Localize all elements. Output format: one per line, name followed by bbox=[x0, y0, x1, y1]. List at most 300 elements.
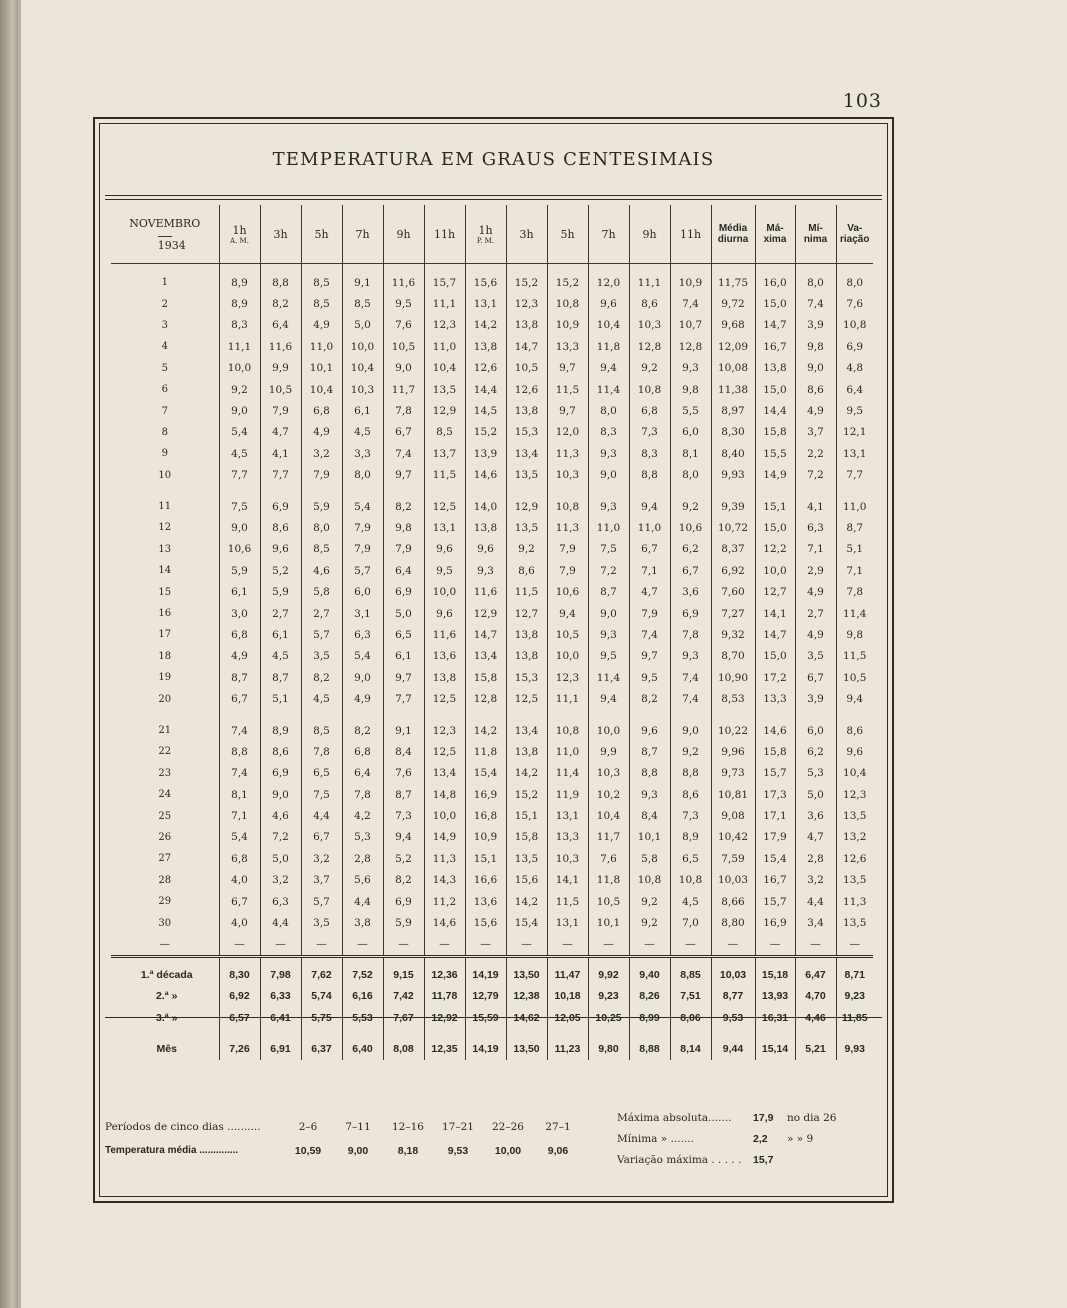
table-cell: 11,0 bbox=[629, 517, 670, 538]
table-cell: 9,8 bbox=[795, 336, 836, 357]
table-cell: 2,7 bbox=[795, 603, 836, 624]
table-cell: 3,5 bbox=[795, 646, 836, 667]
table-cell: 8,1 bbox=[670, 443, 711, 464]
dash-cell: — bbox=[836, 934, 873, 957]
summary-cell: 8,85 bbox=[670, 964, 711, 986]
table-cell: 8,80 bbox=[711, 912, 755, 933]
table-cell: 4,4 bbox=[795, 891, 836, 912]
table-cell: 6,4 bbox=[836, 379, 873, 400]
day-number: 24 bbox=[158, 789, 172, 801]
table-cell: 9,3 bbox=[588, 443, 629, 464]
table-cell: 11,5 bbox=[547, 379, 588, 400]
table-cell: 14,6 bbox=[465, 465, 506, 486]
table-cell: 10,4 bbox=[342, 358, 383, 379]
decade-row bbox=[111, 964, 873, 986]
table-cell: 13,7 bbox=[424, 443, 465, 464]
table-cell: 10,3 bbox=[547, 465, 588, 486]
period-mean: 9,00 bbox=[347, 1145, 369, 1157]
table-cell: 14,6 bbox=[424, 912, 465, 933]
summary-cell: 9,44 bbox=[711, 1039, 755, 1061]
day-number: 12 bbox=[158, 522, 172, 534]
table-cell: 6,7 bbox=[219, 891, 260, 912]
table-cell: 11,3 bbox=[547, 517, 588, 538]
table-cell: 9,0 bbox=[588, 603, 629, 624]
table-cell: 11,6 bbox=[383, 272, 424, 293]
table-cell: 10,0 bbox=[424, 581, 465, 602]
table-cell: 6,7 bbox=[670, 560, 711, 581]
summary-cell: 6,47 bbox=[795, 964, 836, 986]
summary-cell: 12,36 bbox=[424, 964, 465, 986]
table-cell: 4,9 bbox=[342, 688, 383, 709]
table-cell: 14,7 bbox=[506, 336, 547, 357]
table-cell: 9,4 bbox=[588, 358, 629, 379]
table-cell: 12,1 bbox=[836, 422, 873, 443]
summary-cell: 6,91 bbox=[260, 1039, 301, 1061]
table-cell: 9,73 bbox=[711, 763, 755, 784]
title-divider bbox=[105, 195, 882, 200]
table-cell: 3,2 bbox=[260, 870, 301, 891]
table-cell: 3,5 bbox=[301, 912, 342, 933]
table-cell: 11,3 bbox=[836, 891, 873, 912]
dash-cell: — bbox=[260, 934, 301, 957]
dash-row bbox=[111, 934, 873, 957]
table-cell: 13,8 bbox=[465, 517, 506, 538]
table-cell: 8,6 bbox=[260, 741, 301, 762]
five-day-periods bbox=[105, 1117, 605, 1165]
table-cell: 13,1 bbox=[547, 912, 588, 933]
table-cell: 4,9 bbox=[301, 422, 342, 443]
table-cell: 2,7 bbox=[260, 603, 301, 624]
table-cell: 16,7 bbox=[755, 336, 795, 357]
table-cell: 3,3 bbox=[342, 443, 383, 464]
table-cell: 12,8 bbox=[629, 336, 670, 357]
table-row bbox=[111, 720, 873, 741]
table-cell: 4,6 bbox=[301, 560, 342, 581]
table-cell: 13,8 bbox=[506, 624, 547, 645]
table-cell: 9,1 bbox=[383, 720, 424, 741]
table-cell: 8,5 bbox=[301, 272, 342, 293]
table-cell: 7,3 bbox=[670, 805, 711, 826]
table-cell: 13,4 bbox=[506, 720, 547, 741]
table-cell: 12,9 bbox=[465, 603, 506, 624]
table-cell: 9,4 bbox=[383, 827, 424, 848]
table-cell: 8,97 bbox=[711, 400, 755, 421]
table-cell: 16,9 bbox=[755, 912, 795, 933]
table-cell: 14,7 bbox=[755, 624, 795, 645]
table-cell: 10,5 bbox=[547, 624, 588, 645]
summary-cell: 14,19 bbox=[465, 964, 506, 986]
table-cell: 8,5 bbox=[342, 293, 383, 314]
table-cell: 9,7 bbox=[547, 358, 588, 379]
table-cell: 8,2 bbox=[383, 496, 424, 517]
summary-cell: 8,99 bbox=[629, 1007, 670, 1029]
table-cell: 9,0 bbox=[219, 517, 260, 538]
summary-cell: 15,59 bbox=[465, 1007, 506, 1029]
day-number: 19 bbox=[158, 672, 172, 684]
day-number: 7 bbox=[161, 405, 168, 417]
summary-label: 2.ª » bbox=[156, 990, 178, 1003]
table-cell: 7,4 bbox=[219, 763, 260, 784]
day-number: 2 bbox=[161, 298, 168, 310]
table-cell: 4,5 bbox=[301, 688, 342, 709]
table-cell: 5,2 bbox=[260, 560, 301, 581]
table-cell: 16,0 bbox=[755, 272, 795, 293]
table-cell: 9,3 bbox=[588, 496, 629, 517]
table-cell: 12,3 bbox=[424, 315, 465, 336]
day-number: 8 bbox=[161, 426, 168, 438]
table-cell: 7,4 bbox=[670, 667, 711, 688]
summary-divider bbox=[105, 1017, 882, 1018]
month-header bbox=[111, 205, 219, 264]
table-cell: 8,7 bbox=[588, 581, 629, 602]
table-cell: 9,8 bbox=[383, 517, 424, 538]
table-cell: 5,9 bbox=[219, 560, 260, 581]
table-cell: 9,1 bbox=[342, 272, 383, 293]
summary-cell: 6,37 bbox=[301, 1039, 342, 1061]
table-cell: 9,6 bbox=[836, 741, 873, 762]
table-cell: 7,4 bbox=[670, 688, 711, 709]
table-cell: 8,5 bbox=[301, 539, 342, 560]
media-diurna-header: Média diurna bbox=[711, 205, 755, 264]
table-cell: 8,2 bbox=[629, 688, 670, 709]
table-cell: 11,2 bbox=[424, 891, 465, 912]
summary-cell: 6,40 bbox=[342, 1039, 383, 1061]
table-cell: 12,7 bbox=[506, 603, 547, 624]
day-number: 14 bbox=[158, 565, 172, 577]
table-cell: 7,8 bbox=[383, 400, 424, 421]
table-cell: 12,5 bbox=[424, 741, 465, 762]
summary-label: 3.ª » bbox=[156, 1011, 178, 1024]
period-value: 2–6 bbox=[298, 1121, 318, 1133]
table-cell: 10,3 bbox=[342, 379, 383, 400]
table-cell: 13,1 bbox=[547, 805, 588, 826]
summary-cell: 11,23 bbox=[547, 1039, 588, 1061]
table-cell: 4,7 bbox=[260, 422, 301, 443]
table-cell: 4,5 bbox=[342, 422, 383, 443]
table-cell: 7,9 bbox=[547, 539, 588, 560]
table-cell: 13,8 bbox=[465, 336, 506, 357]
table-cell: 12,9 bbox=[424, 400, 465, 421]
table-cell: 3,8 bbox=[342, 912, 383, 933]
summary-cell: 5,53 bbox=[342, 1007, 383, 1029]
table-cell: 8,70 bbox=[711, 646, 755, 667]
period-mean: 9,53 bbox=[447, 1145, 469, 1157]
table-cell: 4,1 bbox=[795, 496, 836, 517]
table-cell: 9,5 bbox=[588, 646, 629, 667]
hour-header: 7h bbox=[588, 205, 629, 264]
table-cell: 6,1 bbox=[260, 624, 301, 645]
table-cell: 11,5 bbox=[506, 581, 547, 602]
table-cell: 12,8 bbox=[465, 688, 506, 709]
table-cell: 15,1 bbox=[755, 496, 795, 517]
table-cell: 13,6 bbox=[465, 891, 506, 912]
table-cell: 8,9 bbox=[260, 720, 301, 741]
table-cell: 10,4 bbox=[836, 763, 873, 784]
table-cell: 7,3 bbox=[383, 805, 424, 826]
summary-cell: 9,93 bbox=[836, 1039, 873, 1061]
table-cell: 11,6 bbox=[465, 581, 506, 602]
periods-label: Períodos de cinco dias .......... bbox=[105, 1121, 261, 1133]
table-cell: 8,9 bbox=[219, 272, 260, 293]
table-cell: 15,5 bbox=[755, 443, 795, 464]
table-cell: 10,0 bbox=[219, 358, 260, 379]
table-row bbox=[111, 581, 873, 602]
table-cell: 10,1 bbox=[629, 827, 670, 848]
table-cell: 8,6 bbox=[506, 560, 547, 581]
table-cell: 8,53 bbox=[711, 688, 755, 709]
table-row bbox=[111, 912, 873, 933]
table-cell: 7,5 bbox=[219, 496, 260, 517]
table-cell: 9,6 bbox=[629, 720, 670, 741]
table-cell: 8,7 bbox=[260, 667, 301, 688]
table-cell: 14,6 bbox=[755, 720, 795, 741]
table-cell: 6,2 bbox=[795, 741, 836, 762]
table-cell: 9,4 bbox=[547, 603, 588, 624]
table-row bbox=[111, 517, 873, 538]
extremes-summary bbox=[617, 1109, 877, 1172]
table-cell: 6,1 bbox=[219, 581, 260, 602]
table-cell: 8,8 bbox=[219, 741, 260, 762]
day-number: 25 bbox=[158, 810, 172, 822]
table-cell: 7,4 bbox=[670, 293, 711, 314]
table-cell: 15,4 bbox=[465, 763, 506, 784]
table-cell: 5,3 bbox=[795, 763, 836, 784]
table-cell: 8,6 bbox=[260, 517, 301, 538]
table-cell: 10,9 bbox=[465, 827, 506, 848]
table-cell: 9,3 bbox=[670, 358, 711, 379]
period-value: 17–21 bbox=[442, 1121, 474, 1133]
table-cell: 7,8 bbox=[301, 741, 342, 762]
summary-cell: 8,08 bbox=[383, 1039, 424, 1061]
table-cell: 7,2 bbox=[588, 560, 629, 581]
table-cell: 5,1 bbox=[836, 539, 873, 560]
table-cell: 11,1 bbox=[424, 293, 465, 314]
table-cell: 14,9 bbox=[424, 827, 465, 848]
summary-cell: 16,31 bbox=[755, 1007, 795, 1029]
table-cell: 15,2 bbox=[465, 422, 506, 443]
table-cell: 9,0 bbox=[588, 465, 629, 486]
table-cell: 15,0 bbox=[755, 379, 795, 400]
table-cell: 9,2 bbox=[506, 539, 547, 560]
table-row bbox=[111, 496, 873, 517]
table-cell: 10,7 bbox=[670, 315, 711, 336]
table-cell: 10,5 bbox=[588, 891, 629, 912]
table-cell: 15,6 bbox=[465, 912, 506, 933]
table-cell: 9,9 bbox=[260, 358, 301, 379]
table-cell: 2,9 bbox=[795, 560, 836, 581]
table-cell: 8,6 bbox=[795, 379, 836, 400]
table-cell: 12,5 bbox=[506, 688, 547, 709]
table-cell: 7,9 bbox=[629, 603, 670, 624]
table-cell: 3,2 bbox=[301, 848, 342, 869]
table-cell: 15,2 bbox=[506, 272, 547, 293]
day-number: 20 bbox=[158, 693, 172, 705]
table-cell: 17,3 bbox=[755, 784, 795, 805]
summary-cell: 8,26 bbox=[629, 986, 670, 1008]
daily-rows bbox=[111, 264, 873, 957]
hour-header: 3h bbox=[506, 205, 547, 264]
summary-cell: 4,46 bbox=[795, 1007, 836, 1029]
table-cell: 11,38 bbox=[711, 379, 755, 400]
table-cell: 12,6 bbox=[506, 379, 547, 400]
table-cell: 5,7 bbox=[301, 624, 342, 645]
table-cell: 9,6 bbox=[260, 539, 301, 560]
summary-label: 1.ª década bbox=[140, 968, 193, 981]
summary-cell: 10,18 bbox=[547, 986, 588, 1008]
dash-cell: — bbox=[711, 934, 755, 957]
table-cell: 4,9 bbox=[219, 646, 260, 667]
table-row bbox=[111, 784, 873, 805]
table-cell: 15,8 bbox=[755, 422, 795, 443]
day-number: 6 bbox=[161, 384, 168, 396]
table-cell: 8,7 bbox=[629, 741, 670, 762]
table-cell: 6,7 bbox=[629, 539, 670, 560]
table-cell: 8,2 bbox=[301, 667, 342, 688]
table-cell: 15,8 bbox=[506, 827, 547, 848]
table-cell: 12,3 bbox=[547, 667, 588, 688]
table-cell: 6,7 bbox=[219, 688, 260, 709]
table-cell: 16,6 bbox=[465, 870, 506, 891]
table-cell: 7,4 bbox=[383, 443, 424, 464]
table-cell: 14,2 bbox=[506, 891, 547, 912]
period-value: 12–16 bbox=[392, 1121, 424, 1133]
table-cell: 10,4 bbox=[424, 358, 465, 379]
summary-cell: 9,23 bbox=[588, 986, 629, 1008]
table-cell: 14,1 bbox=[547, 870, 588, 891]
table-cell: 3,2 bbox=[301, 443, 342, 464]
hour-header: 7h bbox=[342, 205, 383, 264]
dash-cell: — bbox=[383, 934, 424, 957]
dash-cell: — bbox=[755, 934, 795, 957]
absolute-max-label: Máxima absoluta....... bbox=[617, 1112, 732, 1124]
summary-label: Mês bbox=[156, 1043, 177, 1056]
table-row bbox=[111, 827, 873, 848]
dash-cell: — bbox=[159, 938, 170, 951]
table-row bbox=[111, 891, 873, 912]
summary-cell: 11,85 bbox=[836, 1007, 873, 1029]
table-cell: 15,7 bbox=[424, 272, 465, 293]
table-cell: 7,9 bbox=[383, 539, 424, 560]
table-cell: 5,8 bbox=[301, 581, 342, 602]
table-cell: 3,2 bbox=[795, 870, 836, 891]
table-cell: 6,9 bbox=[260, 496, 301, 517]
table-cell: 12,9 bbox=[506, 496, 547, 517]
table-cell: 9,0 bbox=[219, 400, 260, 421]
table-cell: 6,5 bbox=[301, 763, 342, 784]
table-cell: 4,8 bbox=[836, 358, 873, 379]
table-cell: 13,4 bbox=[465, 646, 506, 667]
summary-gap bbox=[111, 1029, 873, 1039]
table-cell: 8,0 bbox=[795, 272, 836, 293]
table-cell: 6,9 bbox=[670, 603, 711, 624]
table-cell: 10,0 bbox=[755, 560, 795, 581]
table-cell: 11,7 bbox=[383, 379, 424, 400]
table-cell: 9,0 bbox=[342, 667, 383, 688]
table-row bbox=[111, 763, 873, 784]
table-cell: 7,4 bbox=[629, 624, 670, 645]
summary-cell: 5,75 bbox=[301, 1007, 342, 1029]
day-number: 28 bbox=[158, 874, 172, 886]
table-row bbox=[111, 443, 873, 464]
table-cell: 7,8 bbox=[670, 624, 711, 645]
period-mean: 8,18 bbox=[397, 1145, 419, 1157]
table-cell: 3,6 bbox=[795, 805, 836, 826]
summary-cell: 11,78 bbox=[424, 986, 465, 1008]
summary-separator bbox=[111, 957, 873, 965]
book-spine bbox=[0, 0, 18, 1308]
table-row bbox=[111, 646, 873, 667]
table-cell: 7,6 bbox=[383, 763, 424, 784]
table-cell: 16,9 bbox=[465, 784, 506, 805]
table-cell: 11,1 bbox=[547, 688, 588, 709]
table-cell: 10,8 bbox=[670, 870, 711, 891]
table-cell: 7,1 bbox=[836, 560, 873, 581]
page-title: TEMPERATURA EM GRAUS CENTESIMAIS bbox=[272, 149, 715, 170]
table-cell: 2,8 bbox=[795, 848, 836, 869]
table-cell: 10,0 bbox=[588, 720, 629, 741]
table-cell: 6,8 bbox=[219, 848, 260, 869]
table-cell: 8,7 bbox=[383, 784, 424, 805]
table-cell: 17,2 bbox=[755, 667, 795, 688]
table-cell: 15,4 bbox=[755, 848, 795, 869]
summary-cell: 8,88 bbox=[629, 1039, 670, 1061]
table-cell: 11,6 bbox=[424, 624, 465, 645]
table-cell: 8,7 bbox=[836, 517, 873, 538]
table-cell: 7,59 bbox=[711, 848, 755, 869]
table-cell: 7,1 bbox=[629, 560, 670, 581]
table-cell: 9,2 bbox=[670, 496, 711, 517]
hour-header: 11h bbox=[670, 205, 711, 264]
minima-header: Mí- nima bbox=[795, 205, 836, 264]
table-cell: 14,4 bbox=[755, 400, 795, 421]
day-number: 29 bbox=[158, 896, 172, 908]
table-cell: 14,0 bbox=[465, 496, 506, 517]
table-cell: 13,5 bbox=[424, 379, 465, 400]
table-cell: 6,5 bbox=[383, 624, 424, 645]
table-cell: 11,0 bbox=[424, 336, 465, 357]
table-cell: 10,6 bbox=[219, 539, 260, 560]
table-cell: 8,9 bbox=[219, 293, 260, 314]
table-cell: 4,5 bbox=[260, 646, 301, 667]
table-cell: 8,37 bbox=[711, 539, 755, 560]
dash-cell: — bbox=[219, 934, 260, 957]
table-cell: 14,5 bbox=[465, 400, 506, 421]
table-cell: 5,2 bbox=[383, 848, 424, 869]
table-cell: 15,3 bbox=[506, 667, 547, 688]
table-cell: 6,0 bbox=[795, 720, 836, 741]
period-value: 7–11 bbox=[345, 1121, 371, 1133]
dash-cell: — bbox=[424, 934, 465, 957]
hour-header: 5h bbox=[301, 205, 342, 264]
table-cell: 8,9 bbox=[670, 827, 711, 848]
table-cell: 4,0 bbox=[219, 912, 260, 933]
table-cell: 11,5 bbox=[547, 891, 588, 912]
hour-header: 5h bbox=[547, 205, 588, 264]
table-cell: 12,0 bbox=[588, 272, 629, 293]
period-value: 22–26 bbox=[492, 1121, 524, 1133]
table-cell: 13,8 bbox=[506, 741, 547, 762]
hour-header: 9h bbox=[629, 205, 670, 264]
day-number: 9 bbox=[161, 448, 168, 460]
table-cell: 9,2 bbox=[629, 912, 670, 933]
table-cell: 3,5 bbox=[301, 646, 342, 667]
table-cell: 10,6 bbox=[670, 517, 711, 538]
table-cell: 9,6 bbox=[424, 539, 465, 560]
table-cell: 11,1 bbox=[629, 272, 670, 293]
table-cell: 9,2 bbox=[629, 891, 670, 912]
table-cell: 13,1 bbox=[424, 517, 465, 538]
table-cell: 13,5 bbox=[836, 805, 873, 826]
